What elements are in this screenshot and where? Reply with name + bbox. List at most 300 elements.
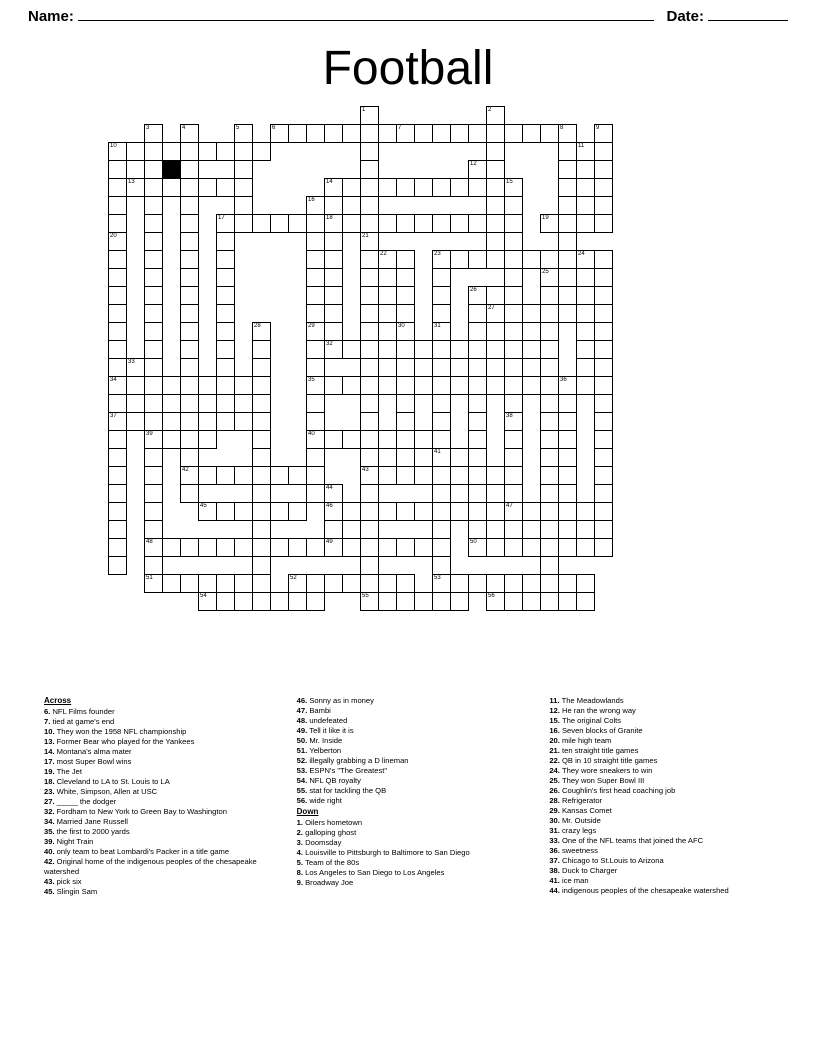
grid-cell[interactable] (252, 376, 271, 395)
grid-cell[interactable] (360, 502, 379, 521)
grid-cell[interactable] (540, 556, 559, 575)
grid-cell[interactable] (270, 466, 289, 485)
grid-cell[interactable] (342, 430, 361, 449)
grid-cell[interactable] (360, 268, 379, 287)
grid-cell[interactable] (414, 466, 433, 485)
grid-cell[interactable] (576, 376, 595, 395)
grid-cell[interactable] (180, 250, 199, 269)
grid-cell[interactable] (252, 592, 271, 611)
grid-cell[interactable] (486, 178, 505, 197)
crossword-grid[interactable] (108, 106, 708, 686)
grid-cell[interactable] (270, 538, 289, 557)
grid-cell[interactable] (558, 232, 577, 251)
grid-cell[interactable] (396, 286, 415, 305)
grid-cell[interactable] (324, 178, 343, 197)
grid-cell[interactable] (558, 124, 577, 143)
grid-cell[interactable] (558, 466, 577, 485)
grid-cell[interactable] (180, 178, 199, 197)
grid-cell[interactable] (450, 178, 469, 197)
grid-cell[interactable] (594, 160, 613, 179)
grid-cell[interactable] (180, 196, 199, 215)
grid-cell[interactable] (540, 268, 559, 287)
grid-cell[interactable] (144, 340, 163, 359)
grid-cell[interactable] (216, 592, 235, 611)
grid-cell[interactable] (540, 304, 559, 323)
grid-cell[interactable] (594, 286, 613, 305)
grid-cell[interactable] (558, 304, 577, 323)
grid-cell[interactable] (108, 160, 127, 179)
grid-cell[interactable] (108, 412, 127, 431)
grid-cell[interactable] (414, 502, 433, 521)
grid-cell[interactable] (126, 376, 145, 395)
grid-cell[interactable] (360, 448, 379, 467)
grid-cell[interactable] (486, 214, 505, 233)
grid-cell[interactable] (360, 538, 379, 557)
grid-cell[interactable] (324, 430, 343, 449)
grid-cell[interactable] (288, 214, 307, 233)
grid-cell[interactable] (432, 466, 451, 485)
grid-cell[interactable] (576, 286, 595, 305)
grid-cell[interactable] (144, 448, 163, 467)
grid-cell[interactable] (306, 448, 325, 467)
grid-cell[interactable] (306, 232, 325, 251)
grid-cell[interactable] (396, 412, 415, 431)
grid-cell[interactable] (432, 358, 451, 377)
grid-cell[interactable] (594, 502, 613, 521)
grid-cell[interactable] (576, 178, 595, 197)
grid-cell[interactable] (594, 214, 613, 233)
grid-cell[interactable] (324, 484, 343, 503)
grid-cell[interactable] (486, 466, 505, 485)
grid-cell[interactable] (216, 286, 235, 305)
grid-cell[interactable] (432, 556, 451, 575)
grid-cell[interactable] (216, 340, 235, 359)
grid-cell[interactable] (234, 592, 253, 611)
grid-cell[interactable] (450, 448, 469, 467)
grid-cell[interactable] (342, 124, 361, 143)
grid-cell[interactable] (306, 214, 325, 233)
grid-cell[interactable] (540, 214, 559, 233)
grid-cell[interactable] (360, 430, 379, 449)
grid-cell[interactable] (108, 340, 127, 359)
grid-cell[interactable] (180, 232, 199, 251)
grid-cell[interactable] (126, 358, 145, 377)
grid-cell[interactable] (594, 520, 613, 539)
grid-cell[interactable] (504, 268, 523, 287)
grid-cell[interactable] (360, 520, 379, 539)
grid-cell[interactable] (144, 232, 163, 251)
grid-cell[interactable] (198, 466, 217, 485)
grid-cell[interactable] (360, 358, 379, 377)
grid-cell[interactable] (342, 502, 361, 521)
grid-cell[interactable] (252, 448, 271, 467)
grid-cell[interactable] (324, 304, 343, 323)
grid-cell[interactable] (108, 178, 127, 197)
grid-cell[interactable] (252, 322, 271, 341)
grid-cell[interactable] (288, 502, 307, 521)
grid-cell[interactable] (126, 412, 145, 431)
grid-cell[interactable] (234, 502, 253, 521)
grid-cell[interactable] (234, 214, 253, 233)
grid-cell[interactable] (144, 142, 163, 161)
grid-cell[interactable] (432, 304, 451, 323)
grid-cell[interactable] (468, 322, 487, 341)
grid-cell[interactable] (198, 574, 217, 593)
grid-cell[interactable] (486, 574, 505, 593)
grid-cell[interactable] (576, 214, 595, 233)
grid-cell[interactable] (288, 592, 307, 611)
grid-cell[interactable] (216, 178, 235, 197)
grid-cell[interactable] (558, 250, 577, 269)
grid-cell[interactable] (558, 214, 577, 233)
grid-cell[interactable] (396, 340, 415, 359)
grid-cell[interactable] (144, 214, 163, 233)
grid-cell[interactable] (252, 394, 271, 413)
grid-cell[interactable] (378, 268, 397, 287)
grid-cell[interactable] (414, 214, 433, 233)
grid-cell[interactable] (252, 466, 271, 485)
grid-cell[interactable] (540, 484, 559, 503)
grid-cell[interactable] (504, 250, 523, 269)
grid-cell[interactable] (594, 322, 613, 341)
grid-cell[interactable] (180, 214, 199, 233)
grid-cell[interactable] (324, 268, 343, 287)
grid-cell[interactable] (414, 376, 433, 395)
grid-cell[interactable] (540, 358, 559, 377)
grid-cell[interactable] (198, 376, 217, 395)
grid-cell[interactable] (594, 394, 613, 413)
grid-cell[interactable] (144, 304, 163, 323)
grid-cell[interactable] (180, 268, 199, 287)
grid-cell[interactable] (306, 394, 325, 413)
grid-cell[interactable] (504, 538, 523, 557)
grid-cell[interactable] (342, 574, 361, 593)
grid-cell[interactable] (126, 178, 145, 197)
grid-cell[interactable] (144, 484, 163, 503)
grid-cell[interactable] (108, 466, 127, 485)
grid-cell[interactable] (396, 304, 415, 323)
grid-cell[interactable] (540, 430, 559, 449)
grid-cell[interactable] (414, 538, 433, 557)
grid-cell[interactable] (234, 142, 253, 161)
grid-cell[interactable] (324, 196, 343, 215)
grid-cell[interactable] (180, 430, 199, 449)
grid-cell[interactable] (504, 448, 523, 467)
grid-cell[interactable] (468, 340, 487, 359)
grid-cell[interactable] (594, 538, 613, 557)
grid-cell[interactable] (378, 322, 397, 341)
grid-cell[interactable] (378, 124, 397, 143)
grid-cell[interactable] (558, 592, 577, 611)
grid-cell[interactable] (450, 502, 469, 521)
grid-cell[interactable] (162, 412, 181, 431)
grid-cell[interactable] (486, 232, 505, 251)
grid-cell[interactable] (108, 232, 127, 251)
grid-cell[interactable] (306, 286, 325, 305)
grid-cell[interactable] (378, 340, 397, 359)
grid-cell[interactable] (252, 214, 271, 233)
grid-cell[interactable] (252, 502, 271, 521)
grid-cell[interactable] (252, 412, 271, 431)
grid-cell[interactable] (270, 502, 289, 521)
grid-cell[interactable] (432, 268, 451, 287)
grid-cell[interactable] (594, 124, 613, 143)
grid-cell[interactable] (450, 340, 469, 359)
grid-cell[interactable] (360, 286, 379, 305)
grid-cell[interactable] (504, 124, 523, 143)
grid-cell[interactable] (162, 178, 181, 197)
grid-cell[interactable] (450, 250, 469, 269)
grid-cell[interactable] (216, 214, 235, 233)
grid-cell[interactable] (594, 250, 613, 269)
grid-cell[interactable] (486, 286, 505, 305)
grid-cell[interactable] (432, 250, 451, 269)
grid-cell[interactable] (432, 538, 451, 557)
grid-cell[interactable] (504, 340, 523, 359)
grid-cell[interactable] (486, 502, 505, 521)
grid-cell[interactable] (180, 322, 199, 341)
grid-cell[interactable] (216, 394, 235, 413)
grid-cell[interactable] (108, 142, 127, 161)
grid-cell[interactable] (504, 466, 523, 485)
grid-cell[interactable] (486, 142, 505, 161)
grid-cell[interactable] (216, 304, 235, 323)
grid-cell[interactable] (414, 178, 433, 197)
grid-cell[interactable] (486, 106, 505, 125)
grid-cell[interactable] (540, 466, 559, 485)
grid-cell[interactable] (180, 538, 199, 557)
grid-cell[interactable] (360, 214, 379, 233)
grid-cell[interactable] (306, 322, 325, 341)
grid-cell[interactable] (522, 340, 541, 359)
grid-cell[interactable] (504, 412, 523, 431)
grid-cell[interactable] (180, 376, 199, 395)
grid-cell[interactable] (324, 574, 343, 593)
grid-cell[interactable] (324, 124, 343, 143)
grid-cell[interactable] (198, 430, 217, 449)
grid-cell[interactable] (522, 592, 541, 611)
grid-cell[interactable] (288, 466, 307, 485)
grid-cell[interactable] (504, 232, 523, 251)
grid-cell[interactable] (306, 268, 325, 287)
grid-cell[interactable] (432, 340, 451, 359)
grid-cell[interactable] (108, 484, 127, 503)
grid-cell[interactable] (504, 574, 523, 593)
grid-cell[interactable] (432, 592, 451, 611)
grid-cell[interactable] (594, 466, 613, 485)
grid-cell[interactable] (558, 520, 577, 539)
grid-cell[interactable] (558, 538, 577, 557)
grid-cell[interactable] (594, 178, 613, 197)
grid-cell[interactable] (432, 376, 451, 395)
grid-cell[interactable] (378, 304, 397, 323)
grid-cell[interactable] (108, 502, 127, 521)
grid-cell[interactable] (144, 376, 163, 395)
grid-cell[interactable] (216, 358, 235, 377)
grid-cell[interactable] (360, 178, 379, 197)
grid-cell[interactable] (360, 592, 379, 611)
grid-cell[interactable] (306, 340, 325, 359)
grid-cell[interactable] (522, 538, 541, 557)
grid-cell[interactable] (216, 232, 235, 251)
grid-cell[interactable] (576, 160, 595, 179)
grid-cell[interactable] (360, 412, 379, 431)
grid-cell[interactable] (522, 124, 541, 143)
grid-cell[interactable] (162, 376, 181, 395)
grid-cell[interactable] (180, 394, 199, 413)
grid-cell[interactable] (486, 376, 505, 395)
grid-cell[interactable] (540, 412, 559, 431)
grid-cell[interactable] (288, 124, 307, 143)
grid-cell[interactable] (486, 160, 505, 179)
grid-cell[interactable] (360, 322, 379, 341)
grid-cell[interactable] (144, 574, 163, 593)
grid-cell[interactable] (378, 502, 397, 521)
grid-cell[interactable] (396, 376, 415, 395)
grid-cell[interactable] (432, 448, 451, 467)
grid-cell[interactable] (468, 376, 487, 395)
grid-cell[interactable] (360, 304, 379, 323)
grid-cell[interactable] (576, 574, 595, 593)
grid-cell[interactable] (252, 142, 271, 161)
grid-cell[interactable] (558, 178, 577, 197)
grid-cell[interactable] (180, 466, 199, 485)
grid-cell[interactable] (360, 142, 379, 161)
grid-cell[interactable] (576, 502, 595, 521)
grid-cell[interactable] (108, 556, 127, 575)
grid-cell[interactable] (162, 142, 181, 161)
grid-cell[interactable] (144, 286, 163, 305)
grid-cell[interactable] (468, 124, 487, 143)
grid-cell[interactable] (468, 466, 487, 485)
grid-cell[interactable] (234, 178, 253, 197)
grid-cell[interactable] (126, 142, 145, 161)
grid-cell[interactable] (180, 160, 199, 179)
grid-cell[interactable] (288, 574, 307, 593)
grid-cell[interactable] (468, 250, 487, 269)
grid-cell[interactable] (432, 286, 451, 305)
grid-cell[interactable] (306, 358, 325, 377)
grid-cell[interactable] (558, 448, 577, 467)
grid-cell[interactable] (216, 142, 235, 161)
grid-cell[interactable] (486, 304, 505, 323)
grid-cell[interactable] (324, 376, 343, 395)
grid-cell[interactable] (252, 574, 271, 593)
grid-cell[interactable] (414, 430, 433, 449)
grid-cell[interactable] (558, 376, 577, 395)
grid-cell[interactable] (216, 250, 235, 269)
grid-cell[interactable] (558, 394, 577, 413)
grid-cell[interactable] (540, 520, 559, 539)
grid-cell[interactable] (144, 466, 163, 485)
grid-cell[interactable] (504, 322, 523, 341)
grid-cell[interactable] (396, 538, 415, 557)
grid-cell[interactable] (450, 466, 469, 485)
grid-cell[interactable] (144, 358, 163, 377)
grid-cell[interactable] (558, 574, 577, 593)
grid-cell[interactable] (144, 430, 163, 449)
grid-cell[interactable] (450, 592, 469, 611)
grid-cell[interactable] (396, 268, 415, 287)
grid-cell[interactable] (432, 394, 451, 413)
grid-cell[interactable] (468, 484, 487, 503)
grid-cell[interactable] (576, 268, 595, 287)
grid-cell[interactable] (396, 448, 415, 467)
grid-cell[interactable] (378, 214, 397, 233)
grid-cell[interactable] (576, 142, 595, 161)
grid-cell[interactable] (450, 574, 469, 593)
grid-cell[interactable] (234, 196, 253, 215)
grid-cell[interactable] (324, 322, 343, 341)
grid-cell[interactable] (486, 196, 505, 215)
grid-cell[interactable] (180, 574, 199, 593)
grid-cell[interactable] (234, 574, 253, 593)
grid-cell[interactable] (396, 430, 415, 449)
grid-cell[interactable] (324, 214, 343, 233)
grid-cell[interactable] (108, 430, 127, 449)
grid-cell[interactable] (594, 412, 613, 431)
grid-cell[interactable] (108, 376, 127, 395)
grid-cell[interactable] (324, 502, 343, 521)
grid-cell[interactable] (378, 430, 397, 449)
grid-cell[interactable] (180, 124, 199, 143)
grid-cell[interactable] (432, 124, 451, 143)
grid-cell[interactable] (144, 520, 163, 539)
grid-cell[interactable] (216, 538, 235, 557)
grid-cell[interactable] (468, 520, 487, 539)
grid-cell[interactable] (270, 214, 289, 233)
grid-cell[interactable] (252, 520, 271, 539)
grid-cell[interactable] (504, 196, 523, 215)
grid-cell[interactable] (108, 358, 127, 377)
grid-cell[interactable] (486, 538, 505, 557)
grid-cell[interactable] (378, 286, 397, 305)
grid-cell[interactable] (378, 574, 397, 593)
grid-cell[interactable] (468, 448, 487, 467)
grid-cell[interactable] (522, 250, 541, 269)
grid-cell[interactable] (558, 430, 577, 449)
grid-cell[interactable] (558, 502, 577, 521)
grid-cell[interactable] (468, 430, 487, 449)
grid-cell[interactable] (558, 160, 577, 179)
grid-cell[interactable] (108, 448, 127, 467)
grid-cell[interactable] (144, 250, 163, 269)
grid-cell[interactable] (504, 592, 523, 611)
grid-cell[interactable] (162, 430, 181, 449)
grid-cell[interactable] (144, 412, 163, 431)
grid-cell[interactable] (234, 538, 253, 557)
grid-cell[interactable] (180, 286, 199, 305)
grid-cell[interactable] (234, 466, 253, 485)
grid-cell[interactable] (594, 268, 613, 287)
grid-cell[interactable] (540, 376, 559, 395)
grid-cell[interactable] (342, 214, 361, 233)
grid-cell[interactable] (216, 502, 235, 521)
grid-cell[interactable] (576, 196, 595, 215)
grid-cell[interactable] (162, 538, 181, 557)
grid-cell[interactable] (540, 592, 559, 611)
grid-cell[interactable] (540, 394, 559, 413)
grid-cell[interactable] (108, 268, 127, 287)
grid-cell[interactable] (216, 574, 235, 593)
grid-cell[interactable] (360, 106, 379, 125)
grid-cell[interactable] (108, 538, 127, 557)
grid-cell[interactable] (198, 142, 217, 161)
grid-cell[interactable] (396, 214, 415, 233)
grid-cell[interactable] (558, 142, 577, 161)
grid-cell[interactable] (504, 502, 523, 521)
grid-cell[interactable] (576, 250, 595, 269)
